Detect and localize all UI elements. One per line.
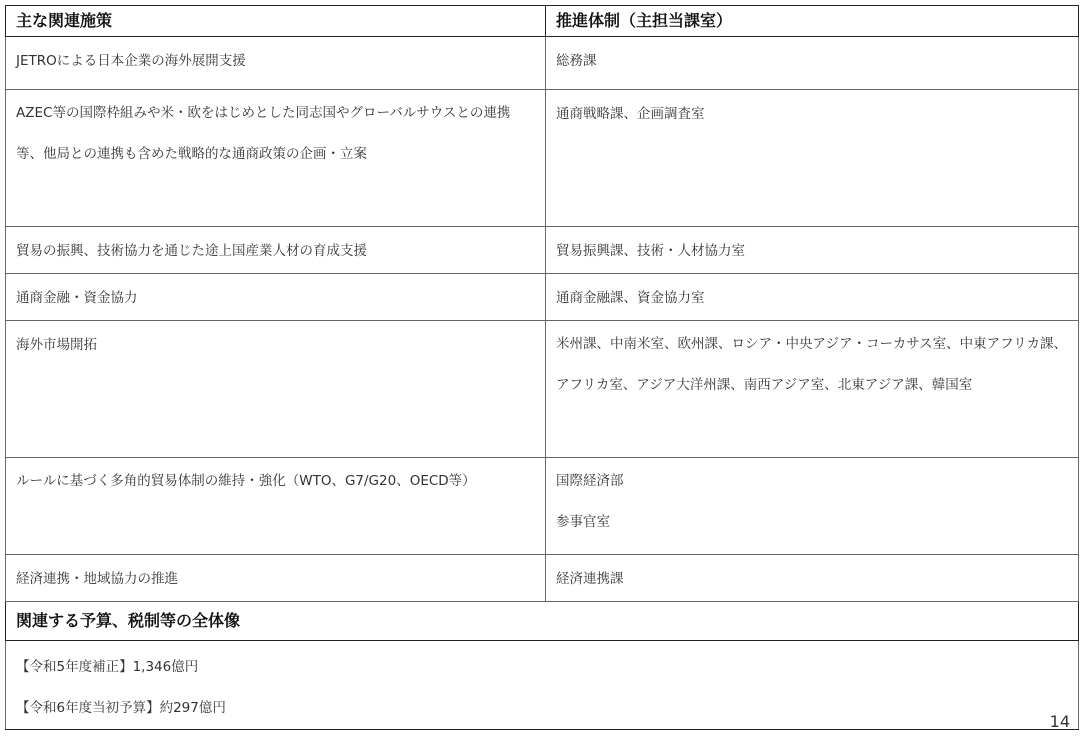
- page-number: 14: [1049, 712, 1070, 731]
- measure-cell: [6, 37, 546, 90]
- measure-text: ルールに基づく多角的貿易体制の維持・強化（WTO、G7/G20、OECD等）: [16, 473, 476, 489]
- measure-text: 通商金融・資金協力: [16, 290, 138, 306]
- table-row: [6, 458, 1079, 555]
- org-cell: [546, 555, 1079, 602]
- org-text: 参事官室: [556, 514, 610, 530]
- org-cell: [546, 458, 1079, 555]
- policy-table: [5, 5, 1079, 730]
- org-cell: [546, 321, 1079, 458]
- measure-cell: [6, 458, 546, 555]
- budget-title-row: [6, 602, 1079, 641]
- table-row: [6, 555, 1079, 602]
- org-text: 貿易振興課、技術・人材協力室: [556, 243, 745, 259]
- org-cell: [546, 37, 1079, 90]
- budget-body-row: [6, 641, 1079, 730]
- org-cell: [546, 227, 1079, 274]
- measure-text: 経済連携・地域協力の推進: [16, 571, 178, 587]
- budget-line: 【令和5年度補正】1,346億円: [16, 659, 199, 675]
- table-row: [6, 90, 1079, 227]
- measure-text: AZEC等の国際枠組みや米・欧をはじめとした同志国やグローバルサウスとの連携等、他局との連携も含めた戦略的な通商政策の企画・立案: [16, 105, 511, 162]
- measure-cell: [6, 555, 546, 602]
- org-text: 通商金融課、資金協力室: [556, 290, 705, 306]
- measure-cell: [6, 227, 546, 274]
- measure-text: 海外市場開拓: [16, 337, 97, 353]
- org-text: 米州課、中南米室、欧州課、ロシア・中央アジア・コーカサス室、中東アフリカ課、アフリカ室、アジア大洋州課、南西アジア室、北東アジア課、韓国室: [556, 336, 1067, 393]
- table-row: [6, 37, 1079, 90]
- header-measures: 主な関連施策: [6, 6, 546, 37]
- table-row: [6, 321, 1079, 458]
- table-row: [6, 227, 1079, 274]
- table-header-row: [6, 6, 1079, 37]
- org-cell: [546, 90, 1079, 227]
- measure-cell: [6, 274, 546, 321]
- budget-line: 【令和6年度当初予算】約297億円: [16, 700, 226, 716]
- org-text: 通商戦略課、企画調査室: [556, 106, 705, 122]
- measure-cell: [6, 90, 546, 227]
- measure-text: JETROによる日本企業の海外展開支援: [16, 53, 246, 69]
- org-cell: [546, 274, 1079, 321]
- header-organization: 推進体制（主担当課室）: [546, 6, 1079, 37]
- table-row: [6, 274, 1079, 321]
- budget-cell: [6, 641, 1079, 730]
- budget-title: 関連する予算、税制等の全体像: [6, 602, 1079, 641]
- org-text: 国際経済部: [556, 473, 624, 489]
- org-text: 総務課: [556, 53, 597, 69]
- measure-text: 貿易の振興、技術協力を通じた途上国産業人材の育成支援: [16, 243, 367, 259]
- measure-cell: [6, 321, 546, 458]
- org-text: 経済連携課: [556, 571, 624, 587]
